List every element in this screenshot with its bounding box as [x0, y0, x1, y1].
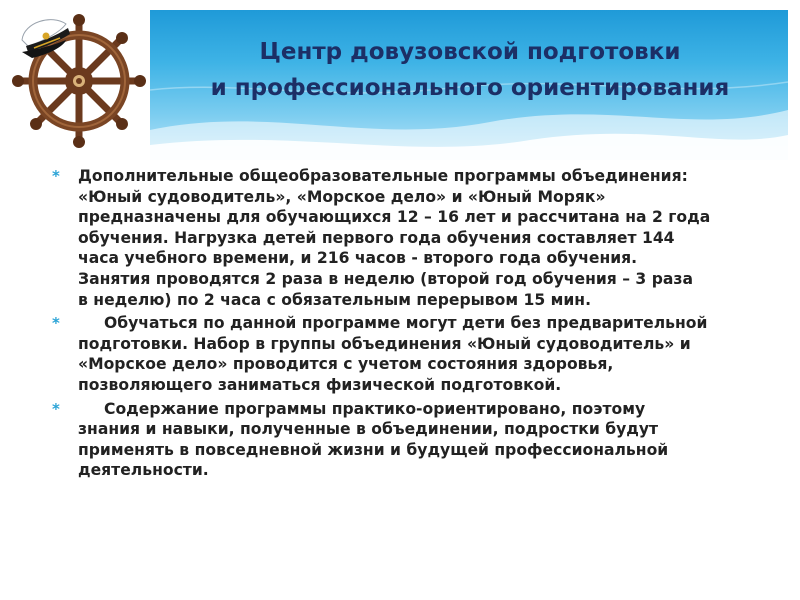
paragraph-line: позволяющего заниматься физической подготовкой.: [78, 375, 562, 394]
paragraph-enrollment: [50, 313, 770, 395]
bullet-star-icon: *: [52, 167, 60, 185]
ship-wheel-with-captain-hat-icon: [4, 6, 154, 156]
body-text: [50, 166, 770, 484]
paragraph-line: деятельности.: [78, 461, 209, 480]
paragraph-content: [50, 399, 770, 481]
paragraph-line: Обучаться по данной программе могут дети без предварительной: [104, 314, 708, 333]
paragraph-programs: [50, 166, 770, 310]
paragraph-line: применять в повседневной жизни и будущей профессиональной: [78, 440, 669, 459]
paragraph-line: обучения. Нагрузка детей первого года обучения составляет 144: [78, 228, 675, 247]
paragraph-line: «Юный судоводитель», «Морское дело» и «Юный Моряк»: [78, 187, 606, 206]
bullet-star-icon: *: [52, 314, 60, 333]
bullet-star-icon: *: [52, 399, 60, 418]
paragraph-line: Занятия проводятся 2 раза в неделю (второй год обучения – 3 раза: [78, 269, 693, 288]
slide-title: [170, 34, 770, 106]
title-line-2: и профессионального ориентирования: [210, 75, 730, 101]
title-line-1: Центр довузовской подготовки: [259, 39, 681, 65]
paragraph-line: Содержание программы практико-ориентировано, поэтому: [104, 399, 646, 418]
paragraph-line: Дополнительные общеобразовательные программы объединения:: [78, 167, 688, 185]
paragraph-line: часа учебного времени, и 216 часов - второго года обучения.: [78, 249, 638, 268]
paragraph-line: в неделю) по 2 часа с обязательным перерывом 15 мин.: [78, 290, 591, 309]
paragraph-line: подготовки. Набор в группы объединения «Юный судоводитель» и: [78, 334, 691, 353]
paragraph-line: «Морское дело» проводится с учетом состояния здоровья,: [78, 355, 614, 374]
paragraph-line: предназначены для обучающихся 12 – 16 лет и рассчитана на 2 года: [78, 208, 711, 227]
paragraph-line: знания и навыки, полученные в объединении, подростки будут: [78, 420, 659, 439]
